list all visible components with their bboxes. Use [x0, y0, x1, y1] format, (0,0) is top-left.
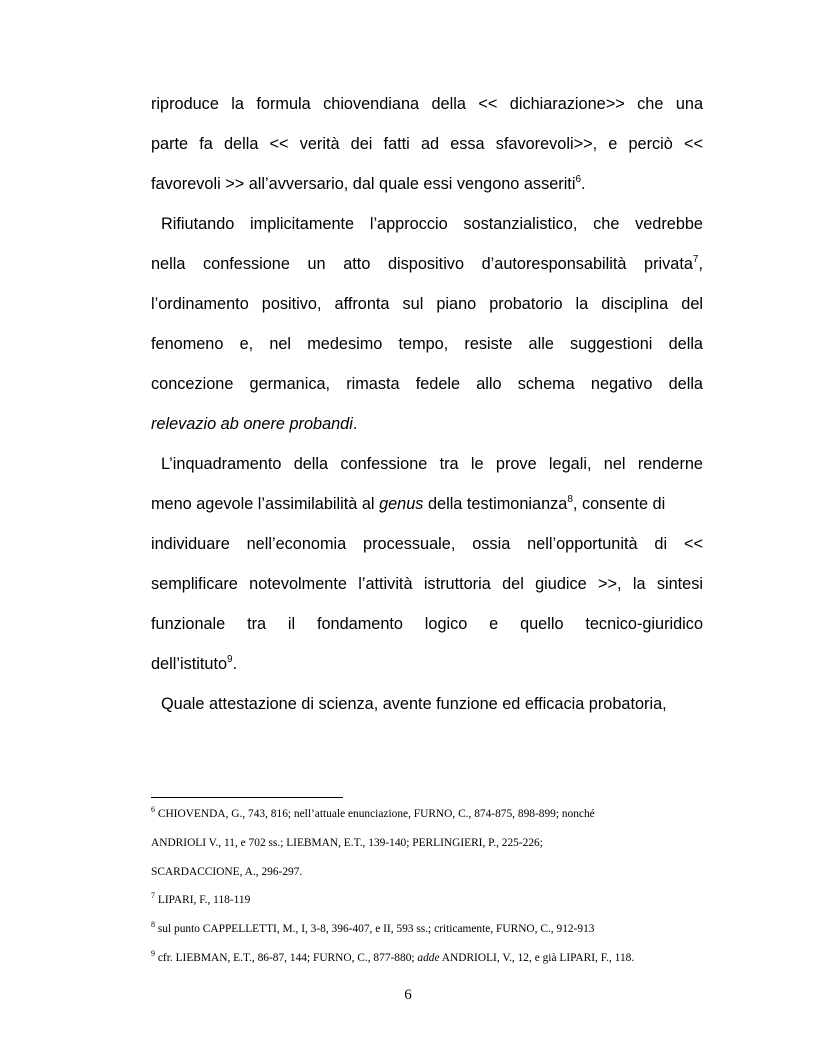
text: . [352, 415, 358, 433]
text: semplificare notevolmente l’attività istruttoria del giudice >>, la sintesi [151, 575, 703, 593]
footnote-ref-9[interactable]: 9 [227, 653, 233, 665]
body-line-16 [161, 694, 703, 714]
footnote-ref-6[interactable]: 6 [575, 173, 582, 185]
footnote-text: cfr. LIEBMAN, E.T., 86-87, 144; FURNO, C., 877-880; [157, 952, 418, 964]
footnote-text: LIPARI, F., 118-119 [157, 894, 251, 906]
body-line-7 [151, 334, 703, 354]
body-line-12 [151, 534, 703, 554]
text: , consente di [572, 495, 666, 513]
body-line-6 [151, 294, 703, 314]
body-line-10 [161, 454, 703, 474]
text: parte fa della << verità dei fatti ad essa sfavorevoli>>, e perciò << [151, 135, 703, 153]
italic-term: genus [379, 495, 424, 513]
text: della testimonianza [423, 495, 568, 513]
page-number: 6 [404, 987, 412, 1003]
italic-term: adde [417, 952, 440, 964]
text: meno agevole l’assimilabilità al [151, 495, 380, 513]
footnote-6-line-3 [151, 864, 703, 880]
text: riproduce la formula chiovendiana della << dichiarazione>> che una [151, 95, 703, 113]
footnote-number: 8 [151, 920, 155, 930]
footnote-ref-8[interactable]: 8 [567, 493, 573, 505]
text: L’inquadramento della confessione tra le prove legali, nel renderne [161, 455, 703, 473]
body-line-3 [151, 174, 703, 194]
footnote-ref-7[interactable]: 7 [692, 253, 699, 265]
body-line-8 [151, 374, 703, 394]
body-line-1 [151, 94, 703, 114]
body-line-11 [151, 494, 703, 514]
footnote-text: ANDRIOLI, V., 12, e già LIPARI, F., 118. [439, 952, 635, 964]
text: nella confessione un atto dispositivo d’autoresponsabilità privata [151, 255, 693, 273]
footnote-separator [151, 797, 343, 798]
italic-latin-phrase: relevazio ab onere probandi [151, 415, 353, 433]
body-line-2 [151, 134, 703, 154]
text: fenomeno e, nel medesimo tempo, resiste alle suggestioni della [151, 335, 703, 353]
text: . [581, 175, 586, 193]
text: Rifiutando implicitamente l’approccio sostanzialistico, che vedrebbe [161, 215, 703, 233]
body-line-13 [151, 574, 703, 594]
footnote-text: SCARDACCIONE, A., 296-297. [151, 866, 303, 878]
text: funzionale tra il fondamento logico e quello tecnico-giuridico [151, 615, 703, 633]
text: l’ordinamento positivo, affronta sul piano probatorio la disciplina del [151, 295, 703, 313]
text: favorevoli >> all’avversario, dal quale essi vengono asseriti [151, 175, 576, 193]
text: , [698, 255, 703, 273]
text: . [232, 655, 238, 673]
body-line-4 [161, 214, 703, 234]
text: concezione germanica, rimasta fedele allo schema negativo della [151, 375, 703, 393]
footnote-number: 7 [151, 891, 155, 901]
footnote-6-line-2 [151, 835, 703, 851]
text: dell’istituto [151, 655, 228, 673]
text: individuare nell’economia processuale, ossia nell’opportunità di << [151, 535, 703, 553]
footnote-8 [151, 921, 703, 937]
footnote-text: ANDRIOLI V., 11, e 702 ss.; LIEBMAN, E.T., 139-140; PERLINGIERI, P., 225-226; [151, 837, 543, 849]
footnote-text: CHIOVENDA, G., 743, 816; nell’attuale enunciazione, FURNO, C., 874-875, 898-899; nonché [157, 808, 595, 820]
body-line-5 [151, 254, 703, 274]
footnote-text: sul punto CAPPELLETTI, M., I, 3-8, 396-407, e II, 593 ss.; criticamente, FURNO, C., 912-913 [157, 923, 595, 935]
footnote-7 [151, 892, 703, 908]
body-line-15 [151, 654, 703, 674]
text: Quale attestazione di scienza, avente funzione ed efficacia probatoria, [161, 695, 667, 713]
body-line-9 [151, 414, 703, 434]
footnote-number: 9 [151, 949, 155, 959]
footnote-number: 6 [151, 805, 155, 815]
body-line-14 [151, 614, 703, 634]
footnote-6 [151, 806, 703, 822]
footnote-9 [151, 950, 703, 966]
